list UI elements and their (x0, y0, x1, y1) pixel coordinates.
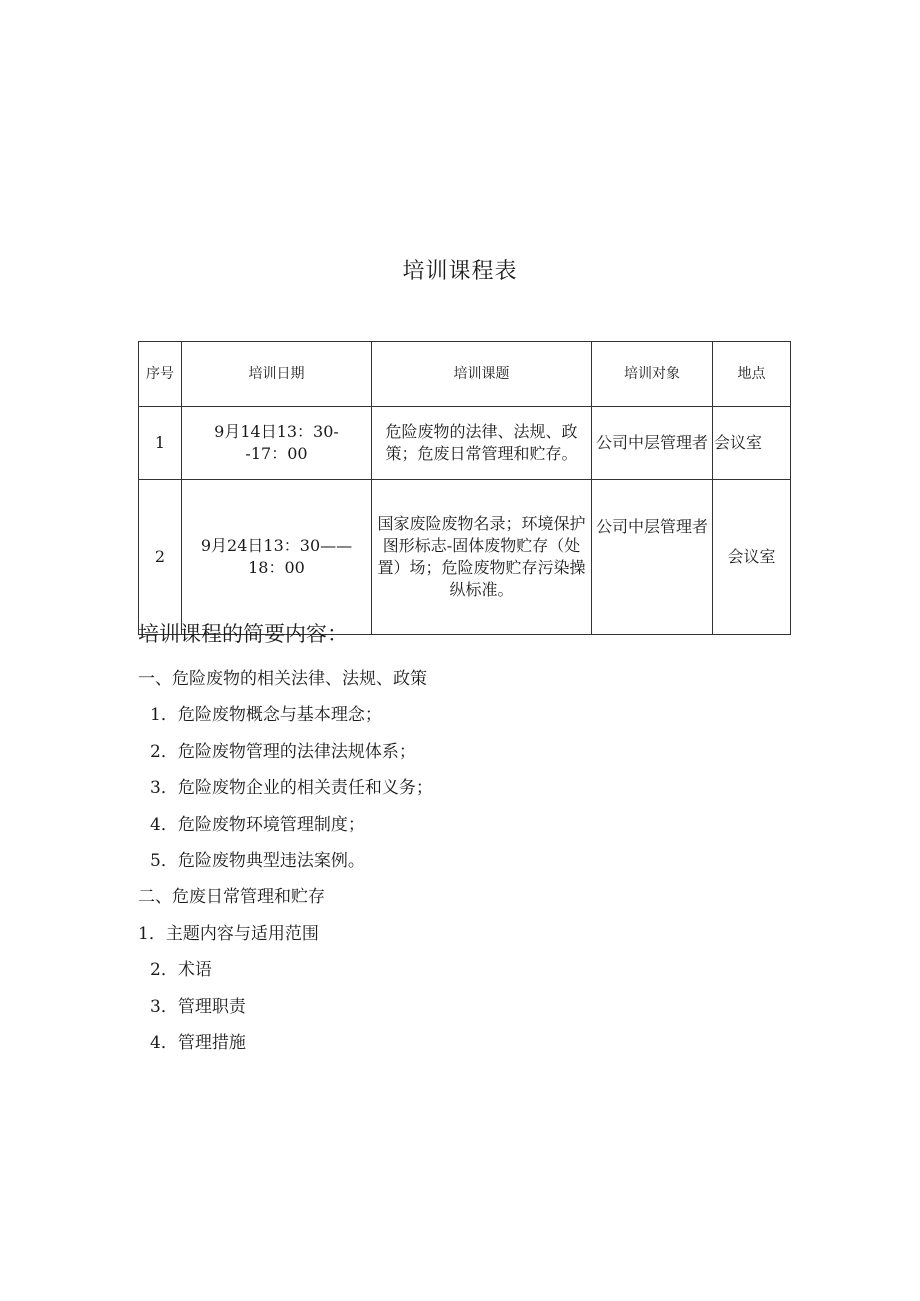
list-item: 3．危险废物企业的相关责任和义务； (150, 778, 433, 799)
section-title: 一、危险废物的相关法律、法规、政策 (138, 669, 427, 689)
cell-topic: 危险废物的法律、法规、政策；危废日常管理和贮存。 (372, 407, 592, 480)
cell-number: 2 (139, 480, 182, 635)
cell-topic: 国家废险废物名录；环境保护图形标志-固体废物贮存（处置）场；危险废物贮存污染操纵标准。 (372, 480, 592, 635)
cell-audience: 公司中层管理者 (592, 480, 713, 635)
header-audience: 培训对象 (592, 342, 713, 407)
training-schedule-table (138, 341, 791, 635)
cell-location: 会议室 (713, 407, 791, 480)
list-item: 3．管理职责 (150, 996, 246, 1017)
section-title: 二、危废日常管理和贮存 (138, 887, 325, 908)
header-topic: 培训课题 (372, 342, 592, 407)
table-row (139, 407, 791, 480)
list-item: 1．主题内容与适用范围 (138, 923, 319, 944)
cell-date: 9月14日13：30--17：00 (182, 407, 372, 480)
cell-audience: 公司中层管理者 (592, 407, 713, 480)
list-item: 2．术语 (150, 960, 212, 981)
cell-date: 9月24日13：30——18：00 (182, 480, 372, 635)
list-item: 5．危险废物典型违法案例。 (150, 850, 365, 871)
header-location: 地点 (713, 342, 791, 407)
table-header-row (139, 342, 791, 407)
header-date: 培训日期 (182, 342, 372, 407)
table-row (139, 480, 791, 635)
list-item: 1．危险废物概念与基本理念； (150, 705, 382, 726)
cell-location: 会议室 (713, 480, 791, 635)
cell-number: 1 (139, 407, 182, 480)
header-number: 序号 (139, 342, 182, 407)
page-title: 培训课程表 (402, 259, 518, 284)
list-item: 4．危险废物环境管理制度； (150, 814, 365, 835)
list-item: 2．危险废物管理的法律法规体系； (150, 741, 416, 762)
content-list (138, 666, 838, 1066)
list-item: 4．管理措施 (150, 1032, 246, 1053)
summary-heading: 培训课程的简要内容： (138, 622, 348, 646)
